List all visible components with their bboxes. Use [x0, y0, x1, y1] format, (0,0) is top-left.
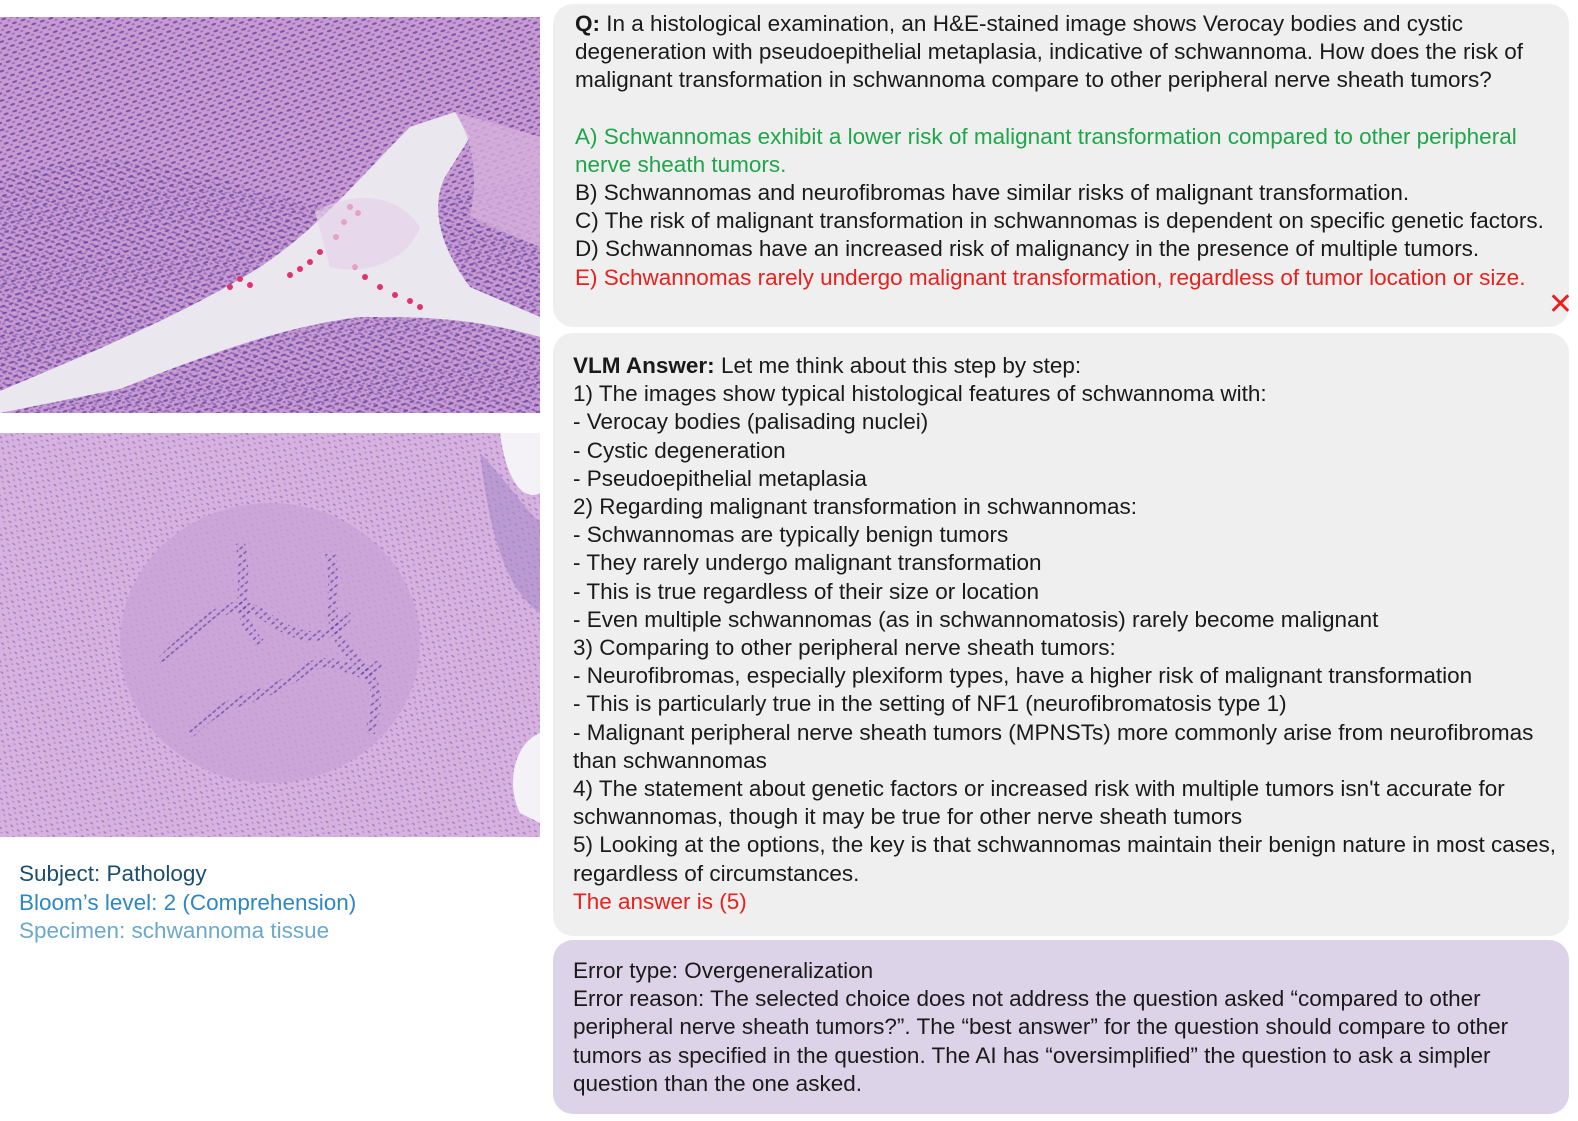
micrograph-top-image [0, 17, 540, 413]
wrong-cross-icon: ✕ [1547, 288, 1573, 321]
micrograph-bottom-image [0, 433, 540, 837]
question-box [553, 4, 1573, 327]
answer-line: 5) Looking at the options, the key is that schwannomas maintain their benign nature in most cases, regardless of circumstances. [573, 832, 1557, 886]
vlm-answer-box [553, 333, 1569, 936]
answer-line: - This is true regardless of their size or location [573, 578, 1040, 604]
question-text [575, 10, 1555, 95]
answer-label: VLM Answer: [573, 353, 715, 378]
bloom-level-label: Bloom’s level: 2 (Comprehension) [19, 889, 357, 915]
final-answer: The answer is (5) [573, 888, 747, 914]
error-reason: Error reason: The selected choice does not address the question asked “compared to other peripheral nerve sheath tumors?”. The “best answer” for the question should compare to other tumors as specified in the question. The AI has “oversimplified” the question to ask a simpler question than the one asked. [573, 986, 1509, 1096]
question-label: Q: [575, 11, 600, 36]
answer-line: 3) Comparing to other peripheral nerve sheath tumors: [573, 635, 1116, 661]
answer-line: - They rarely undergo malignant transformation [573, 550, 1042, 576]
answer-line: - Neurofibromas, especially plexiform types, have a higher risk of malignant transformation [573, 663, 1473, 689]
answer-line: - Malignant peripheral nerve sheath tumors (MPNSTs) more commonly arise from neurofibromas than schwannomas [573, 719, 1534, 773]
option-c: C) The risk of malignant transformation in schwannomas is dependent on specific genetic factors. [575, 208, 1544, 234]
option-e-selected: E) Schwannomas rarely undergo malignant transformation, regardless of tumor location or size. [575, 264, 1526, 290]
answer-line: - Verocay bodies (palisading nuclei) [573, 409, 929, 435]
metadata-block [19, 860, 356, 946]
option-a-correct: A) Schwannomas exhibit a lower risk of malignant transformation compared to other peripheral nerve sheath tumors. [575, 123, 1517, 177]
error-type: Error type: Overgeneralization [573, 958, 874, 983]
answer-intro: VLM Answer: Let me think about this step by step: [573, 353, 1082, 378]
answer-line: - Schwannomas are typically benign tumors [573, 522, 1009, 548]
answer-line: 2) Regarding malignant transformation in schwannomas: [573, 494, 1138, 520]
answer-line: - Pseudoepithelial metaplasia [573, 465, 867, 491]
error-box [553, 940, 1569, 1114]
answer-line: 4) The statement about genetic factors or increased risk with multiple tumors isn't accurate for schwannomas, though it may be true for other nerve sheath tumors [573, 776, 1505, 830]
answer-line: - This is particularly true in the setting of NF1 (neurofibromatosis type 1) [573, 691, 1287, 717]
specimen-label: Specimen: schwannoma tissue [19, 918, 330, 943]
answer-line: - Cystic degeneration [573, 437, 786, 463]
answer-line: 1) The images show typical histological features of schwannoma with: [573, 381, 1267, 407]
question-body: In a histological examination, an H&E-stained image shows Verocay bodies and cystic degeneration with pseudoepithelial metaplasia, indicative of schwannoma. How does the risk of malignant transformation in schwannoma compare to other peripheral nerve sheath tumors? [575, 11, 1524, 93]
option-d: D) Schwannomas have an increased risk of malignancy in the presence of multiple tumors. [575, 236, 1480, 262]
subject-label: Subject: Pathology [19, 861, 207, 886]
option-b: B) Schwannomas and neurofibromas have similar risks of malignant transformation. [575, 180, 1410, 206]
answer-line: - Even multiple schwannomas (as in schwannomatosis) rarely become malignant [573, 606, 1379, 632]
